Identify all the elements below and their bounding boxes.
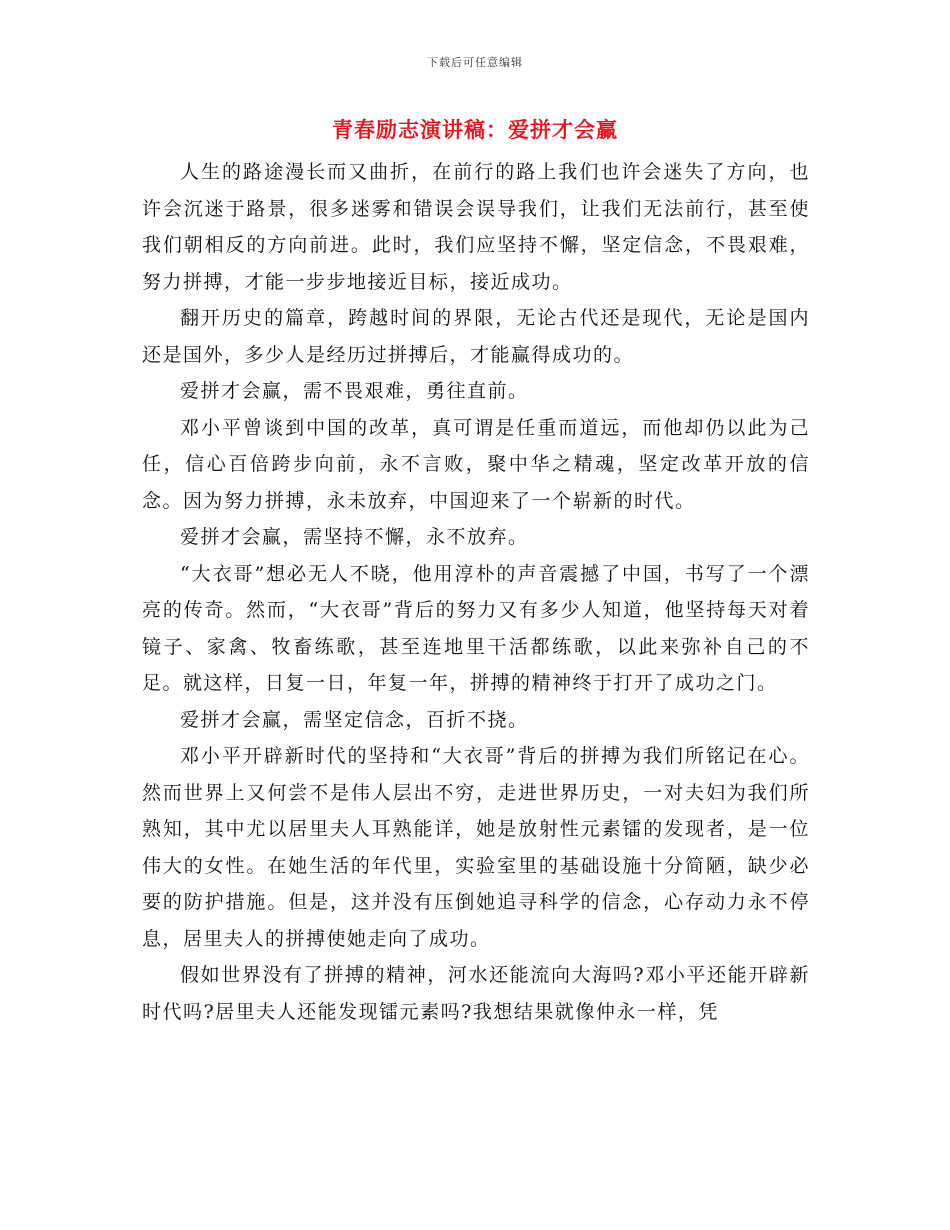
paragraph: 翻开历史的篇章，跨越时间的界限，无论古代还是现代，无论是国内还是国外，多少人是经历过拼搏后，才能赢得成功的。	[142, 307, 810, 366]
paragraph: 邓小平开辟新时代的坚持和“大衣哥”背后的拼搏为我们所铭记在心。然而世界上又何尝不是伟人层出不穷，走进世界历史，一对夫妇为我们所熟知，其中尤以居里夫人耳熟能详，她是放射性元素镭的发现者，是一位伟大的女性。在她生活的年代里，实验室里的基础设施十分简陋，缺少必要的防护措施。但是，这并没有压倒她追寻科学的信念，心存动力永不停息，居里夫人的拼搏使她走向了成功。	[142, 745, 810, 950]
paragraph: 人生的路途漫长而又曲折，在前行的路上我们也许会迷失了方向，也许会沉迷于路景，很多迷雾和错误会误导我们，让我们无法前行，甚至使我们朝相反的方向前进。此时，我们应坚持不懈，坚定信念，不畏艰难，努力拼搏，才能一步步地接近目标，接近成功。	[142, 161, 810, 293]
paragraph: 爱拼才会赢，需不畏艰难，勇往直前。	[180, 380, 529, 402]
paragraph: 邓小平曾谈到中国的改革，真可谓是任重而道远，而他却仍以此为己任，信心百倍跨步向前，永不言败，聚中华之精魂，坚定改革开放的信念。因为努力拼搏，永未放弃，中国迎来了一个崭新的时代。	[142, 416, 810, 512]
document-title: 青春励志演讲稿：爱拼才会赢	[332, 117, 618, 142]
paragraph: 爱拼才会赢，需坚定信念，百折不挠。	[180, 708, 529, 731]
page-header-note: 下载后可任意编辑	[427, 56, 523, 69]
paragraph: 爱拼才会赢，需坚持不懈，永不放弃。	[180, 526, 529, 548]
document-body	[142, 154, 810, 1030]
paragraph: “大衣哥”想必无人不晓，他用淳朴的声音震撼了中国，书写了一个漂亮的传奇。然而，“大衣哥”背后的努力又有多少人知道，他坚持每天对着镜子、家禽、牧畜练歌，甚至连地里干活都练歌，以此来弥补自己的不足。就这样，日复一日，年复一年，拼搏的精神终于打开了成功之门。	[142, 562, 810, 694]
paragraph: 假如世界没有了拼搏的精神，河水还能流向大海吗?邓小平还能开辟新时代吗?居里夫人还能发现镭元素吗?我想结果就像仲永一样，凭	[142, 964, 810, 1023]
